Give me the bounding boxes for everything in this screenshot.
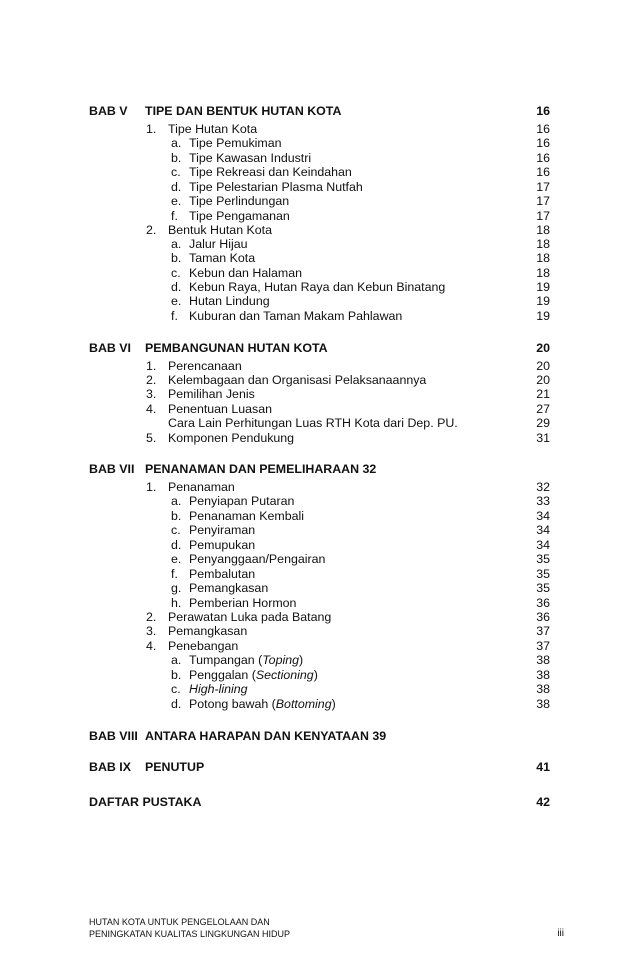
toc-page-number: 16 [536,122,550,136]
toc-entry-number: e. [171,552,182,566]
toc-chapter-label: BAB IX [89,760,131,774]
toc-entry-row [0,165,638,180]
toc-entry-title-text: Kebun Raya, Hutan Raya dan Kebun Binatang [189,280,446,294]
toc-entry-row [0,151,638,166]
footer-line-1: HUTAN KOTA UNTUK PENGELOLAAN DAN [89,917,270,927]
toc-entry-title [189,194,289,209]
toc-page-number: 16 [536,151,550,165]
footer-line-2: PENINGKATAN KUALITAS LINGKUNGAN HIDUP [89,929,291,939]
toc-entry-title-text: Tipe Pengamanan [189,209,290,223]
toc-entry-number: c. [171,266,181,280]
toc-entry-title-text: Tipe Pemukiman [189,136,282,150]
toc-entry-number: f. [171,309,178,323]
toc-entry-title-text: Pemilihan Jenis [168,387,255,401]
toc-entry-title [168,624,247,639]
toc-entry-title-text: Bentuk Hutan Kota [168,223,273,237]
toc-entry-title [189,237,248,252]
toc-page-number: 34 [536,538,550,552]
toc-page-number: 17 [536,194,550,208]
toc-entry-title [189,538,255,553]
toc-entry-title [168,639,238,654]
toc-entry-title [189,309,402,324]
toc-entry-row [0,387,638,402]
toc-entry-number: c. [171,523,181,537]
toc-entry-title-text: Tipe Perlindungan [189,194,290,208]
toc-chapter-title: ANTARA HARAPAN DAN KENYATAAN 39 [145,729,387,743]
toc-page-number: 33 [536,494,550,508]
toc-entry-row [0,373,638,388]
toc-page-number: 19 [536,280,550,294]
toc-entry-title [189,682,248,697]
toc-entry-title-text: Tipe Pelestarian Plasma Nutfah [189,180,363,194]
toc-chapter-label: BAB VI [89,341,131,355]
toc-entry-title-text: Hutan Lindung [189,294,270,308]
toc-entry-title-text: Cara Lain Perhitungan Luas RTH Kota dari Dep. PU. [168,416,458,430]
toc-entry-title [189,581,268,596]
toc-entry-number: e. [171,194,182,208]
toc-chapter-row [0,462,638,477]
toc-entry-row [0,309,638,324]
toc-entry-title-text: Penebangan [168,639,239,653]
toc-page-number: 37 [536,639,550,653]
toc-entry-number: c. [171,165,181,179]
toc-entry-title [189,280,445,295]
toc-chapter-label: BAB VII [89,462,135,476]
toc-entry-row [0,416,638,431]
toc-chapter-row [0,341,638,356]
toc-chapter-title: PEMBANGUNAN HUTAN KOTA [145,341,328,355]
toc-page-number: 16 [536,165,550,179]
toc-entry-title-text: Kebun dan Halaman [189,266,302,280]
toc-page-number: 38 [536,653,550,667]
toc-page-number: 35 [536,581,550,595]
toc-entry-title-text: Taman Kota [189,251,256,265]
toc-page-number: 32 [536,480,550,494]
toc-entry-title [168,122,257,137]
toc-chapter-label: BAB VIII [89,729,138,743]
toc-entry-title-text: Penggalan ( [189,668,256,682]
toc-entry-number: 1. [146,359,157,373]
toc-entry-title [189,567,255,582]
toc-entry-number: b. [171,151,182,165]
toc-page-number: 31 [536,431,550,445]
toc-page-number: 38 [536,668,550,682]
toc-entry-number: d. [171,180,182,194]
toc-chapter-title: PENUTUP [145,760,205,774]
toc-entry-title [168,373,426,388]
toc-page-number: 17 [536,180,550,194]
toc-entry-row [0,251,638,266]
toc-entry-row [0,223,638,238]
toc-entry-number: 4. [146,639,157,653]
toc-page-number: 18 [536,223,550,237]
toc-entry-title-suffix: ) [299,653,304,667]
toc-page-number: 17 [536,209,550,223]
toc-entry-title-text: Tipe Kawasan Industri [189,151,312,165]
toc-page-number: 41 [536,760,550,774]
toc-entry-title-text: Perencanaan [168,359,242,373]
toc-entry-row [0,624,638,639]
toc-page-number: 36 [536,610,550,624]
toc-entry-number: b. [171,251,182,265]
toc-entry-row [0,610,638,625]
toc-entry-title-text: Kelembagaan dan Organisasi Pelaksanaannya [168,373,427,387]
toc-entry-title [189,523,255,538]
toc-page-number: 36 [536,596,550,610]
toc-entry-row [0,431,638,446]
toc-entry-row [0,480,638,495]
toc-chapter-row [0,729,638,744]
toc-page-number: 34 [536,509,550,523]
toc-entry-title-text: Penyiapan Putaran [189,494,295,508]
toc-entry-title [189,697,336,712]
toc-entry-title [189,251,255,266]
toc-entry-row [0,402,638,417]
toc-entry-row [0,567,638,582]
toc-entry-row [0,136,638,151]
toc-chapter-title: PENANAMAN DAN PEMELIHARAAN 32 [145,462,377,476]
toc-entry-title-italic: High-lining [189,682,248,696]
toc-entry-title-text: Tipe Hutan Kota [168,122,258,136]
toc-entry-row [0,266,638,281]
toc-entry-number: b. [171,668,182,682]
toc-entry-row [0,523,638,538]
toc-entry-title-text: Kuburan dan Taman Makam Pahlawan [189,309,403,323]
toc-entry-title [189,151,311,166]
toc-entry-title [189,653,303,668]
toc-entry-title-text: Perawatan Luka pada Batang [168,610,332,624]
toc-entry-row [0,581,638,596]
toc-entry-number: g. [171,581,182,595]
toc-page-number: 20 [536,359,550,373]
toc-entry-number: a. [171,136,182,150]
toc-entry-title [168,359,242,374]
toc-entry-number: f. [171,567,178,581]
toc-entry-title [189,180,363,195]
toc-page-number: 19 [536,294,550,308]
toc-chapter-row [0,760,638,775]
toc-page-number: 37 [536,624,550,638]
toc-entry-row [0,180,638,195]
toc-page-number: 35 [536,567,550,581]
toc-entry-title [168,431,294,446]
toc-entry-row [0,509,638,524]
toc-chapter-title: TIPE DAN BENTUK HUTAN KOTA [145,104,342,118]
toc-page-number: 20 [536,373,550,387]
toc-entry-number: a. [171,237,182,251]
toc-entry-title-text: Pemupukan [189,538,256,552]
toc-entry-row [0,668,638,683]
toc-page-number: 42 [536,795,550,809]
toc-entry-title [168,402,272,417]
toc-page-number: 21 [536,387,550,401]
toc-page-number: 16 [536,104,550,118]
toc-entry-row [0,122,638,137]
toc-chapter-row [0,795,638,810]
toc-entry-number: b. [171,509,182,523]
toc-page-number: 35 [536,552,550,566]
toc-chapter-row [0,104,638,119]
toc-entry-title-suffix: ) [331,697,336,711]
toc-entry-title-italic: Bottoming [275,697,332,711]
toc-page-number: 34 [536,523,550,537]
toc-entry-row [0,209,638,224]
toc-page-number: 18 [536,237,550,251]
toc-entry-title-text: Pemangkasan [189,581,269,595]
toc-page-number: 27 [536,402,550,416]
toc-chapter-label: BAB V [89,104,128,118]
toc-entry-number: 2. [146,223,157,237]
toc-entry-number: e. [171,294,182,308]
toc-entry-title-text: Penanaman [168,480,235,494]
toc-entry-title-text: Penyanggaan/Pengairan [189,552,326,566]
toc-entry-title-text: Jalur Hijau [189,237,248,251]
toc-entry-row [0,294,638,309]
toc-entry-title [189,596,296,611]
toc-entry-row [0,538,638,553]
toc-page-number: 38 [536,697,550,711]
toc-entry-row [0,682,638,697]
toc-chapter-label: DAFTAR PUSTAKA [89,795,202,809]
toc-entry-number: a. [171,494,182,508]
toc-entry-row [0,697,638,712]
toc-page-number: 19 [536,309,550,323]
toc-entry-row [0,359,638,374]
toc-entry-title [168,480,235,495]
toc-page-number: 18 [536,266,550,280]
footer-page-number: iii [557,928,564,939]
toc-entry-title-text: Potong bawah ( [189,697,276,711]
toc-entry-title [189,266,302,281]
toc-entry-title [189,209,290,224]
toc-entry-title-italic: Toping [262,653,299,667]
toc-entry-number: 1. [146,122,157,136]
toc-entry-row [0,653,638,668]
toc-entry-title [189,668,318,683]
toc-page-number: 29 [536,416,550,430]
toc-entry-title-italic: Sectioning [255,668,314,682]
toc-entry-number: 3. [146,624,157,638]
toc-entry-row [0,237,638,252]
toc-entry-title-text: Pemangkasan [168,624,248,638]
toc-entry-number: 3. [146,387,157,401]
toc-entry-title [189,509,304,524]
toc-entry-title [189,294,270,309]
toc-entry-title-text: Penentuan Luasan [168,402,273,416]
toc-entry-title [189,552,325,567]
toc-entry-title-text: Tipe Rekreasi dan Keindahan [189,165,352,179]
toc-page-number: 38 [536,682,550,696]
toc-entry-number: d. [171,538,182,552]
toc-entry-title-text: Komponen Pendukung [168,431,295,445]
toc-entry-number: 2. [146,610,157,624]
toc-entry-title [168,387,255,402]
toc-entry-title [168,223,272,238]
toc-entry-title [168,416,458,431]
toc-entry-number: 5. [146,431,157,445]
toc-page-number: 20 [536,341,550,355]
toc-entry-title [189,494,294,509]
toc-entry-row [0,639,638,654]
toc-entry-title-text: Tumpangan ( [189,653,263,667]
toc-entry-number: d. [171,280,182,294]
toc-entry-number: a. [171,653,182,667]
toc-entry-number: 2. [146,373,157,387]
toc-entry-number: 1. [146,480,157,494]
toc-entry-number: 4. [146,402,157,416]
toc-entry-title [189,136,282,151]
toc-page-number: 18 [536,251,550,265]
toc-entry-row [0,494,638,509]
toc-entry-title-text: Pemberian Hormon [189,596,297,610]
toc-entry-title-suffix: ) [313,668,318,682]
toc-entry-title-text: Pembalutan [189,567,256,581]
toc-entry-row [0,280,638,295]
toc-entry-number: f. [171,209,178,223]
toc-page-number: 16 [536,136,550,150]
toc-entry-title-text: Penanaman Kembali [189,509,305,523]
toc-entry-number: d. [171,697,182,711]
toc-entry-number: h. [171,596,182,610]
toc-entry-number: c. [171,682,181,696]
toc-entry-title [189,165,352,180]
toc-entry-row [0,194,638,209]
toc-entry-title [168,610,331,625]
toc-entry-row [0,552,638,567]
toc-entry-row [0,596,638,611]
toc-entry-title-text: Penyiraman [189,523,256,537]
